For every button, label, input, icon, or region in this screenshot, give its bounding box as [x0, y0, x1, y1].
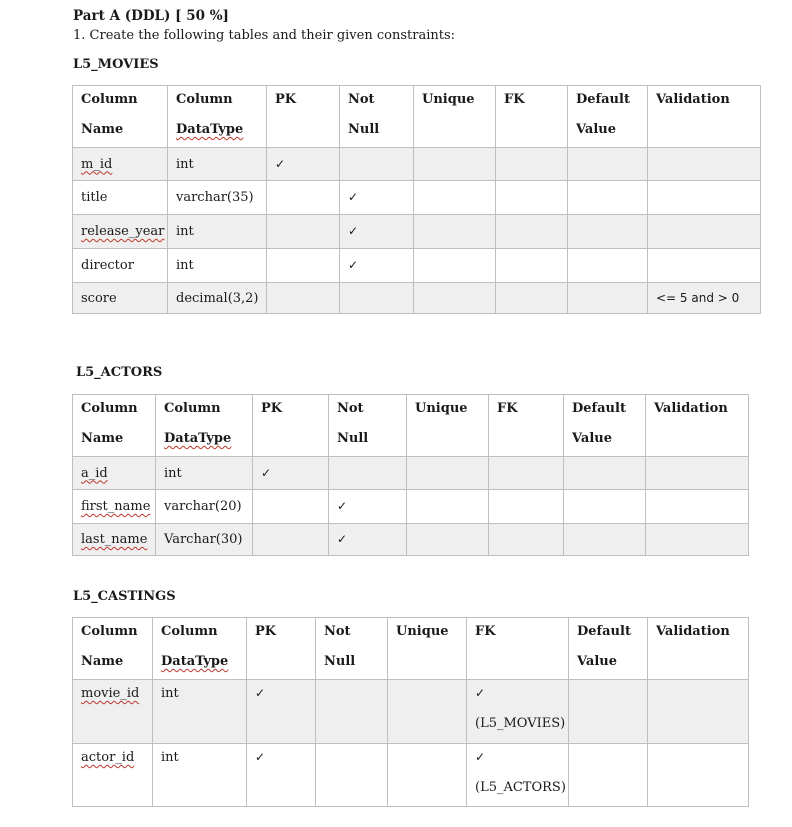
header-column-name: Column Name	[73, 618, 153, 680]
datatype-cell: int	[168, 215, 267, 249]
not-null-check-icon: ✓	[348, 190, 359, 204]
instruction-text: 1. Create the following tables and their given constraints:	[73, 28, 455, 43]
table-header-row	[73, 618, 749, 680]
header-column-name: Column Name	[73, 86, 168, 148]
header-default-value: Default Value	[564, 395, 646, 457]
table-row	[73, 744, 749, 807]
header-unique: Unique	[388, 618, 467, 680]
header-default-value: Default Value	[569, 618, 648, 680]
table-movies	[72, 85, 761, 314]
datatype-cell: int	[153, 680, 247, 744]
table-header-row	[73, 86, 761, 148]
header-column-datatype: Column DataType	[156, 395, 253, 457]
header-pk: PK	[247, 618, 316, 680]
column-name-cell: a_id	[81, 465, 108, 481]
table-row	[73, 148, 761, 181]
not-null-check-icon: ✓	[337, 532, 348, 546]
datatype-cell: int	[153, 744, 247, 807]
not-null-check-icon: ✓	[348, 258, 359, 272]
table-row	[73, 181, 761, 215]
column-name-cell: last_name	[81, 532, 148, 547]
column-name-cell: m_id	[81, 156, 113, 172]
table-row	[73, 490, 749, 524]
page-heading: Part A (DDL) [ 50 %]	[73, 8, 229, 24]
column-name-cell: movie_id	[81, 686, 140, 701]
validation-cell: <= 5 and > 0	[648, 283, 761, 314]
column-name-cell: title	[73, 181, 168, 215]
pk-check-icon: ✓	[261, 465, 272, 480]
header-column-datatype: Column DataType	[153, 618, 247, 680]
header-unique: Unique	[414, 86, 496, 148]
column-name-cell: release_year	[81, 224, 165, 239]
header-not-null: Not Null	[329, 395, 407, 457]
fk-cell	[467, 744, 569, 807]
table-row	[73, 524, 749, 556]
header-fk: FK	[467, 618, 569, 680]
column-name-cell: score	[73, 283, 168, 314]
pk-check-icon: ✓	[255, 686, 266, 700]
column-name-cell: actor_id	[81, 750, 135, 765]
datatype-cell: int	[168, 249, 267, 283]
header-column-name: Column Name	[73, 395, 156, 457]
datatype-cell: varchar(35)	[168, 181, 267, 215]
header-validation: Validation	[648, 86, 761, 148]
table-row	[73, 249, 761, 283]
column-name-cell: director	[73, 249, 168, 283]
header-default-value: Default Value	[568, 86, 648, 148]
header-validation: Validation	[648, 618, 749, 680]
table-title-movies: L5_MOVIES	[73, 57, 159, 72]
header-pk: PK	[267, 86, 340, 148]
fk-reference: (L5_ACTORS)	[475, 780, 566, 795]
table-title-actors: L5_ACTORS	[76, 365, 163, 380]
header-unique: Unique	[407, 395, 489, 457]
table-row	[73, 457, 749, 490]
table-row	[73, 680, 749, 744]
table-row	[73, 283, 761, 314]
not-null-check-icon: ✓	[337, 499, 348, 513]
table-castings	[72, 617, 749, 807]
datatype-cell: int	[168, 148, 267, 181]
datatype-cell: int	[156, 457, 253, 490]
fk-reference: (L5_MOVIES)	[475, 716, 566, 731]
header-not-null: Not Null	[340, 86, 414, 148]
pk-check-icon: ✓	[255, 750, 266, 764]
header-pk: PK	[253, 395, 329, 457]
header-column-datatype: Column DataType	[168, 86, 267, 148]
header-validation: Validation	[646, 395, 749, 457]
table-actors	[72, 394, 749, 556]
pk-check-icon: ✓	[275, 156, 286, 171]
fk-check-icon: ✓	[475, 686, 486, 700]
table-title-castings: L5_CASTINGS	[73, 589, 176, 604]
table-header-row	[73, 395, 749, 457]
header-fk: FK	[496, 86, 568, 148]
header-fk: FK	[489, 395, 564, 457]
datatype-cell: Varchar(30)	[156, 524, 253, 556]
datatype-cell: decimal(3,2)	[168, 283, 267, 314]
fk-check-icon: ✓	[475, 750, 486, 764]
not-null-check-icon: ✓	[348, 224, 359, 238]
column-name-cell: first_name	[81, 499, 151, 514]
fk-cell	[467, 680, 569, 744]
datatype-cell: varchar(20)	[156, 490, 253, 524]
header-not-null: Not Null	[316, 618, 388, 680]
table-row	[73, 215, 761, 249]
